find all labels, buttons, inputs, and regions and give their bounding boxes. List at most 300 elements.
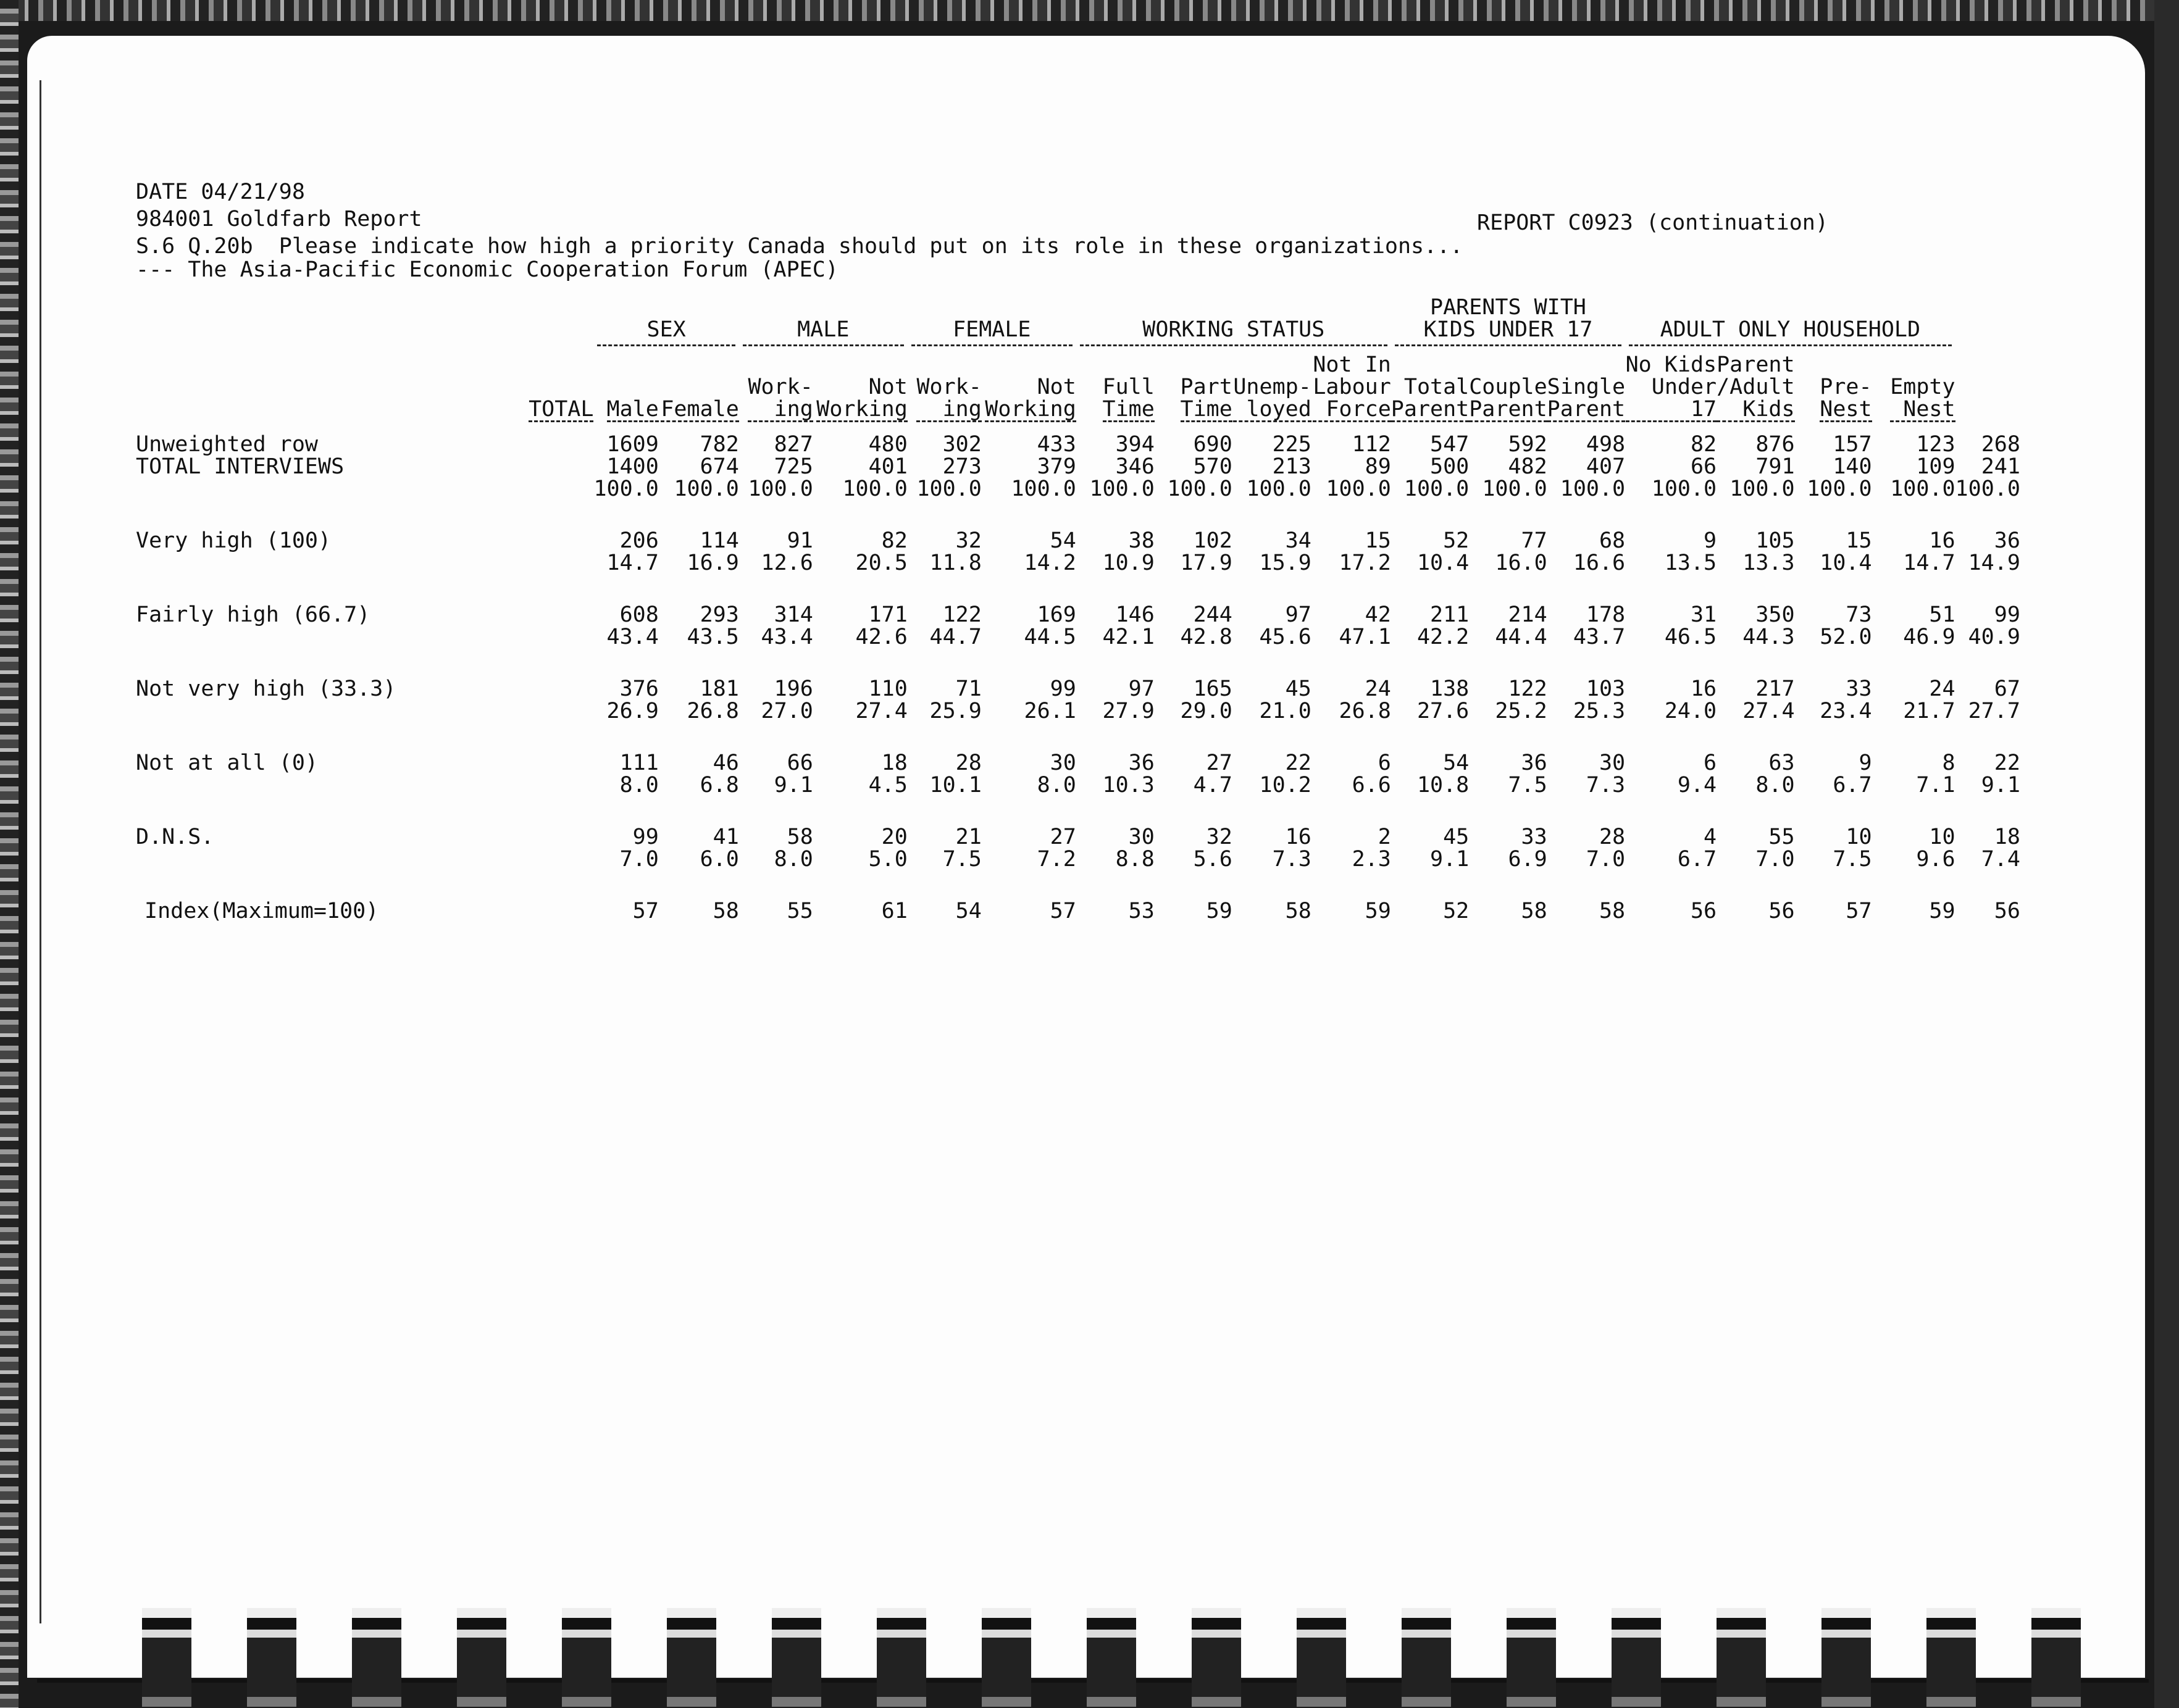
cell-value: 6.6 — [1352, 773, 1391, 798]
cell-value: 8.8 — [1115, 847, 1155, 872]
row-label — [136, 700, 396, 722]
cell-value: 43.7 — [1573, 625, 1626, 649]
cell-value: 7.5 — [1508, 773, 1547, 798]
column-header-line: Under — [1651, 375, 1717, 399]
cell-value: 1609 — [606, 432, 659, 457]
column-header — [1232, 354, 1311, 422]
cell-value: 6.0 — [700, 847, 739, 872]
cell-value: 10.3 — [1102, 773, 1155, 798]
cell-value: 2.3 — [1352, 847, 1391, 872]
cell-value: 27 — [1206, 751, 1232, 775]
cell-value: 146 — [1115, 602, 1155, 627]
index-value: 58 — [1521, 899, 1547, 923]
cell-value: 608 — [619, 602, 659, 627]
spiral-coil — [1612, 1608, 1661, 1707]
column-header — [396, 354, 593, 422]
column-header-line — [529, 376, 593, 398]
cell-value: 25.9 — [929, 699, 982, 723]
cell-value: 196 — [774, 677, 813, 701]
cell-value: 28 — [1599, 825, 1626, 849]
cell-value: 7.3 — [1272, 847, 1311, 872]
cell-value: 791 — [1755, 454, 1795, 479]
cell-value: 40.9 — [1968, 625, 2020, 649]
cell-value: 8 — [1942, 751, 1955, 775]
cell-value: 26.1 — [1024, 699, 1076, 723]
spiral-coil — [1192, 1608, 1241, 1707]
row-label: Not at all (0) — [136, 751, 319, 775]
column-header-line: /Adult — [1717, 375, 1795, 399]
column-header — [908, 354, 982, 422]
index-value: 57 — [632, 899, 659, 923]
column-header-line: Work- — [748, 375, 813, 399]
cell-value: 41 — [713, 825, 739, 849]
row-label: Unweighted row — [136, 432, 319, 457]
index-value: 55 — [787, 899, 813, 923]
cell-value: 22 — [1994, 751, 2020, 775]
column-header — [1625, 354, 1717, 422]
column-header-line — [607, 376, 659, 398]
cell-value: 114 — [700, 528, 739, 553]
cell-value: 43.4 — [606, 625, 659, 649]
cell-value: 217 — [1755, 677, 1795, 701]
cell-value: 6.8 — [700, 773, 739, 798]
cell-value: 100.0 — [593, 477, 659, 501]
cell-value: 45 — [1443, 825, 1470, 849]
cell-value: 9.1 — [1981, 773, 2020, 798]
cell-value: 782 — [700, 432, 739, 457]
cell-value: 9.1 — [774, 773, 813, 798]
cell-value: 376 — [619, 677, 659, 701]
cell-value: 500 — [1430, 454, 1470, 479]
cell-value: 4.5 — [868, 773, 908, 798]
column-header — [659, 354, 739, 422]
column-header-line: ing — [942, 397, 982, 422]
column-header-line: Unemp- — [1233, 375, 1311, 399]
cell-value: 66 — [787, 751, 813, 775]
cell-value: 7.0 — [619, 847, 659, 872]
group-male: MALE — [739, 296, 908, 346]
cell-value: 122 — [942, 602, 982, 627]
cell-value: 7.0 — [1586, 847, 1626, 872]
column-header-line: Time — [1180, 397, 1232, 422]
cell-value: 547 — [1430, 432, 1470, 457]
table-row — [136, 433, 2020, 456]
cell-value: 165 — [1193, 677, 1232, 701]
cell-value: 302 — [942, 432, 982, 457]
cell-value: 31 — [1690, 602, 1717, 627]
cell-value: 570 — [1193, 454, 1232, 479]
cell-value: 480 — [868, 432, 908, 457]
cell-value: 66 — [1690, 454, 1717, 479]
cell-value: 16.0 — [1495, 551, 1547, 575]
cell-value: 44.4 — [1495, 625, 1547, 649]
cell-value: 9.6 — [1916, 847, 1955, 872]
cell-value: 157 — [1833, 432, 1872, 457]
index-value: 56 — [1994, 899, 2020, 923]
cell-value: 102 — [1193, 528, 1232, 553]
cell-value: 43.5 — [687, 625, 739, 649]
cell-value: 45 — [1285, 677, 1311, 701]
column-header — [1391, 354, 1469, 422]
cell-value: 5.6 — [1193, 847, 1232, 872]
cell-value: 42 — [1365, 602, 1391, 627]
spiral-coil — [142, 1608, 191, 1707]
cell-value: 482 — [1508, 454, 1547, 479]
cell-value: 13.5 — [1664, 551, 1717, 575]
cell-value: 100.0 — [1729, 477, 1795, 501]
cell-value: 9 — [1859, 751, 1872, 775]
column-header-line: Time — [1102, 397, 1155, 422]
question-text: S.6 Q.20b Please indicate how high a priority Canada should put on its role in these organizations... — [136, 234, 1463, 259]
column-header-line: Parent — [1547, 397, 1626, 422]
cell-value: 36 — [1521, 751, 1547, 775]
cell-value: 77 — [1521, 528, 1547, 553]
cell-value: 100.0 — [748, 477, 813, 501]
cell-value: 34 — [1285, 528, 1311, 553]
cell-value: 42.2 — [1416, 625, 1470, 649]
cell-value: 10.1 — [929, 773, 982, 798]
cell-value: 407 — [1586, 454, 1626, 479]
cell-value: 9 — [1704, 528, 1717, 553]
spiral-coil — [772, 1608, 821, 1707]
column-header-line: Not — [868, 375, 908, 399]
column-header — [1547, 354, 1625, 422]
cell-value: 27.0 — [761, 699, 813, 723]
question-subject: --- The Asia-Pacific Economic Cooperation Forum (APEC) — [136, 257, 839, 282]
cell-value: 52.0 — [1820, 625, 1872, 649]
scan-border-top — [0, 0, 2179, 21]
cell-value: 36 — [1128, 751, 1155, 775]
column-header-line: loyed — [1246, 397, 1311, 422]
cell-value: 268 — [1981, 432, 2020, 457]
cell-value: 100.0 — [1326, 477, 1391, 501]
row-label — [136, 478, 396, 500]
cell-value: 97 — [1128, 677, 1155, 701]
row-label — [136, 848, 396, 870]
cell-value: 26.8 — [1339, 699, 1391, 723]
cell-value: 30 — [1128, 825, 1155, 849]
spiral-coil — [247, 1608, 296, 1707]
cell-value: 206 — [619, 528, 659, 553]
group-sex: SEX — [593, 296, 738, 346]
cell-value: 82 — [881, 528, 908, 553]
cell-value: 42.6 — [855, 625, 908, 649]
cell-value: 24.0 — [1664, 699, 1717, 723]
cell-value: 16.6 — [1573, 551, 1626, 575]
cell-value: 38 — [1128, 528, 1155, 553]
spiral-coil — [1926, 1608, 1976, 1707]
cell-value: 17.2 — [1339, 551, 1391, 575]
index-row — [136, 900, 2020, 922]
cell-value: 10.8 — [1416, 773, 1470, 798]
row-label: TOTAL INTERVIEWS — [136, 454, 345, 479]
cell-value: 54 — [1050, 528, 1076, 553]
column-header-line: Parent — [1469, 397, 1547, 422]
cell-value: 100.0 — [842, 477, 908, 501]
cell-value: 1400 — [606, 454, 659, 479]
cell-value: 68 — [1599, 528, 1626, 553]
cell-value: 24 — [1365, 677, 1391, 701]
column-header-line: Total — [1403, 375, 1470, 399]
cell-value: 273 — [942, 454, 982, 479]
column-header — [739, 354, 813, 422]
cell-value: 498 — [1586, 432, 1626, 457]
cell-value: 7.1 — [1916, 773, 1955, 798]
cell-value: 42.1 — [1102, 625, 1155, 649]
column-header-line — [1890, 354, 1955, 376]
cell-value: 379 — [1037, 454, 1076, 479]
index-value: 58 — [1285, 899, 1311, 923]
table-row — [136, 604, 2020, 626]
cell-value: 16 — [1690, 677, 1717, 701]
cell-value: 16 — [1929, 528, 1955, 553]
column-header-line: Not In — [1313, 352, 1391, 377]
cell-value: 18 — [1994, 825, 2020, 849]
cell-value: 46.9 — [1903, 625, 1955, 649]
cell-value: 10.2 — [1259, 773, 1311, 798]
table-row — [136, 826, 2020, 848]
index-label: Index(Maximum=100) — [144, 899, 379, 923]
column-header-line — [916, 354, 981, 376]
column-header-line: Working — [985, 397, 1076, 422]
index-value: 59 — [1365, 899, 1391, 923]
cell-value: 33 — [1846, 677, 1872, 701]
cell-value: 21.7 — [1903, 699, 1955, 723]
cell-value: 99 — [1994, 602, 2020, 627]
report-title: 984001 Goldfarb Report — [136, 207, 422, 231]
cell-value: 55 — [1768, 825, 1795, 849]
column-header-line — [1233, 354, 1311, 376]
cell-value: 51 — [1929, 602, 1955, 627]
column-header-line: Single — [1547, 375, 1626, 399]
table-row — [136, 774, 2020, 796]
column-header-line — [661, 376, 738, 398]
cell-value: 827 — [774, 432, 813, 457]
cell-value: 67 — [1994, 677, 2020, 701]
cell-value: 12.6 — [761, 551, 813, 575]
column-header-line: Female — [661, 397, 739, 422]
spiral-coil — [1087, 1608, 1136, 1707]
column-header — [593, 354, 658, 422]
cell-value: 63 — [1768, 751, 1795, 775]
spiral-coil — [352, 1608, 401, 1707]
report-date: DATE 04/21/98 — [136, 180, 305, 204]
table-row — [136, 530, 2020, 552]
cell-value: 100.0 — [1246, 477, 1311, 501]
cell-value: 21 — [955, 825, 982, 849]
column-header-line: Couple — [1469, 375, 1547, 399]
column-header — [1717, 354, 1794, 422]
cell-value: 58 — [787, 825, 813, 849]
cell-value: 14.7 — [606, 551, 659, 575]
cell-value: 15 — [1846, 528, 1872, 553]
cell-value: 29.0 — [1180, 699, 1232, 723]
column-header-line: Work- — [916, 375, 982, 399]
page-edge-line — [40, 80, 41, 1623]
cell-value: 52 — [1443, 528, 1470, 553]
index-value: 57 — [1846, 899, 1872, 923]
index-value: 58 — [713, 899, 739, 923]
cell-value: 14.9 — [1968, 551, 2020, 575]
cell-value: 15 — [1365, 528, 1391, 553]
column-header-line — [661, 354, 738, 376]
column-header — [1795, 354, 1872, 422]
cell-value: 241 — [1981, 454, 2020, 479]
cell-value: 42.8 — [1180, 625, 1232, 649]
column-header-line — [748, 354, 813, 376]
cell-value: 30 — [1599, 751, 1626, 775]
cell-value: 9.4 — [1677, 773, 1717, 798]
cell-value: 293 — [700, 602, 739, 627]
cell-value: 89 — [1365, 454, 1391, 479]
scan-border-right — [2154, 0, 2179, 1708]
row-label — [136, 626, 396, 648]
cell-value: 7.0 — [1755, 847, 1795, 872]
column-header-line — [816, 354, 908, 376]
cell-value: 138 — [1430, 677, 1470, 701]
cell-value: 4.7 — [1193, 773, 1232, 798]
cell-value: 6 — [1704, 751, 1717, 775]
column-header-line: TOTAL — [529, 397, 594, 422]
cell-value: 100.0 — [1167, 477, 1232, 501]
cell-value: 350 — [1755, 602, 1795, 627]
cell-value: 6.7 — [1833, 773, 1872, 798]
column-header-line: Working — [816, 397, 908, 422]
cell-value: 592 — [1508, 432, 1547, 457]
spiral-coil — [1507, 1608, 1556, 1707]
cell-value: 44.5 — [1024, 625, 1076, 649]
cell-value: 13.3 — [1742, 551, 1795, 575]
spiral-coil — [457, 1608, 506, 1707]
index-value: 61 — [881, 899, 908, 923]
table-row — [136, 552, 2020, 574]
cell-value: 103 — [1586, 677, 1626, 701]
column-header-line — [1103, 354, 1155, 376]
scan-border-left — [0, 0, 19, 1708]
row-label — [136, 552, 396, 574]
cell-value: 27.4 — [1742, 699, 1795, 723]
column-header-line: Force — [1326, 397, 1391, 422]
group-adult-only: ADULT ONLY HOUSEHOLD — [1625, 296, 1955, 346]
group-header-row — [136, 296, 2020, 346]
cell-value: 214 — [1508, 602, 1547, 627]
column-header-line: 17 — [1690, 397, 1717, 422]
column-header-line: Parent — [1717, 352, 1795, 377]
spiral-coil — [562, 1608, 611, 1707]
group-parents: PARENTS WITH KIDS UNDER 17 — [1391, 296, 1625, 346]
column-header-line: Male — [606, 397, 659, 422]
cell-value: 8.0 — [619, 773, 659, 798]
cell-value: 16.9 — [687, 551, 739, 575]
cell-value: 100.0 — [1403, 477, 1470, 501]
cell-value: 27.9 — [1102, 699, 1155, 723]
cell-value: 46 — [713, 751, 739, 775]
index-value: 57 — [1050, 899, 1076, 923]
report-id: REPORT C0923 (continuation) — [1477, 210, 1828, 235]
cell-value: 7.3 — [1586, 773, 1626, 798]
cell-value: 6.7 — [1677, 847, 1717, 872]
column-header-line: Nest — [1820, 397, 1872, 422]
cell-value: 171 — [868, 602, 908, 627]
spiral-coil — [982, 1608, 1031, 1707]
cell-value: 71 — [955, 677, 982, 701]
cell-value: 30 — [1050, 751, 1076, 775]
cell-value: 7.5 — [942, 847, 982, 872]
cell-value: 47.1 — [1339, 625, 1391, 649]
cell-value: 394 — [1115, 432, 1155, 457]
column-header-row — [136, 354, 2020, 422]
cell-value: 15.9 — [1259, 551, 1311, 575]
cell-value: 44.3 — [1742, 625, 1795, 649]
cell-value: 100.0 — [1482, 477, 1547, 501]
cell-value: 36 — [1994, 528, 2020, 553]
column-header — [1872, 354, 1955, 422]
column-header-line: Pre- — [1820, 375, 1872, 399]
cell-value: 14.2 — [1024, 551, 1076, 575]
cell-value: 109 — [1916, 454, 1955, 479]
table-row — [136, 456, 2020, 478]
cell-value: 99 — [1050, 677, 1076, 701]
cell-value: 100.0 — [1089, 477, 1155, 501]
spiral-coil — [2031, 1608, 2081, 1707]
table-row — [136, 700, 2020, 722]
cell-value: 33 — [1521, 825, 1547, 849]
cell-value: 100.0 — [674, 477, 739, 501]
cell-value: 26.9 — [606, 699, 659, 723]
column-header — [1469, 354, 1547, 422]
cell-value: 7.5 — [1833, 847, 1872, 872]
column-header-line: Labour — [1313, 375, 1391, 399]
cell-value: 99 — [632, 825, 659, 849]
cell-value: 24 — [1929, 677, 1955, 701]
cell-value: 112 — [1352, 432, 1391, 457]
column-header-line — [529, 354, 593, 376]
column-header-line — [985, 354, 1076, 376]
cell-value: 690 — [1193, 432, 1232, 457]
cell-value: 346 — [1115, 454, 1155, 479]
group-working-status: WORKING STATUS — [1076, 296, 1391, 346]
cell-value: 73 — [1846, 602, 1872, 627]
column-header-line: Not — [1037, 375, 1076, 399]
cell-value: 100.0 — [1011, 477, 1076, 501]
row-label: Very high (100) — [136, 528, 332, 553]
table-row — [136, 848, 2020, 870]
index-value: 58 — [1599, 899, 1626, 923]
spiral-coil — [1402, 1608, 1451, 1707]
cell-value: 11.8 — [929, 551, 982, 575]
table-row — [136, 752, 2020, 774]
spiral-coil — [1717, 1608, 1766, 1707]
index-value: 56 — [1690, 899, 1717, 923]
cell-value: 43.4 — [761, 625, 813, 649]
cell-value: 433 — [1037, 432, 1076, 457]
cell-value: 44.7 — [929, 625, 982, 649]
spiral-coil — [667, 1608, 716, 1707]
column-header — [982, 354, 1076, 422]
cell-value: 32 — [1206, 825, 1232, 849]
cell-value: 6 — [1378, 751, 1391, 775]
column-header-line — [607, 354, 659, 376]
cell-value: 97 — [1285, 602, 1311, 627]
cell-value: 100.0 — [1890, 477, 1955, 501]
cell-value: 10.4 — [1820, 551, 1872, 575]
cell-value: 178 — [1586, 602, 1626, 627]
cell-value: 27.4 — [855, 699, 908, 723]
table-row — [136, 678, 2020, 700]
column-header-line — [1181, 354, 1232, 376]
index-value: 59 — [1929, 899, 1955, 923]
index-value: 54 — [955, 899, 982, 923]
